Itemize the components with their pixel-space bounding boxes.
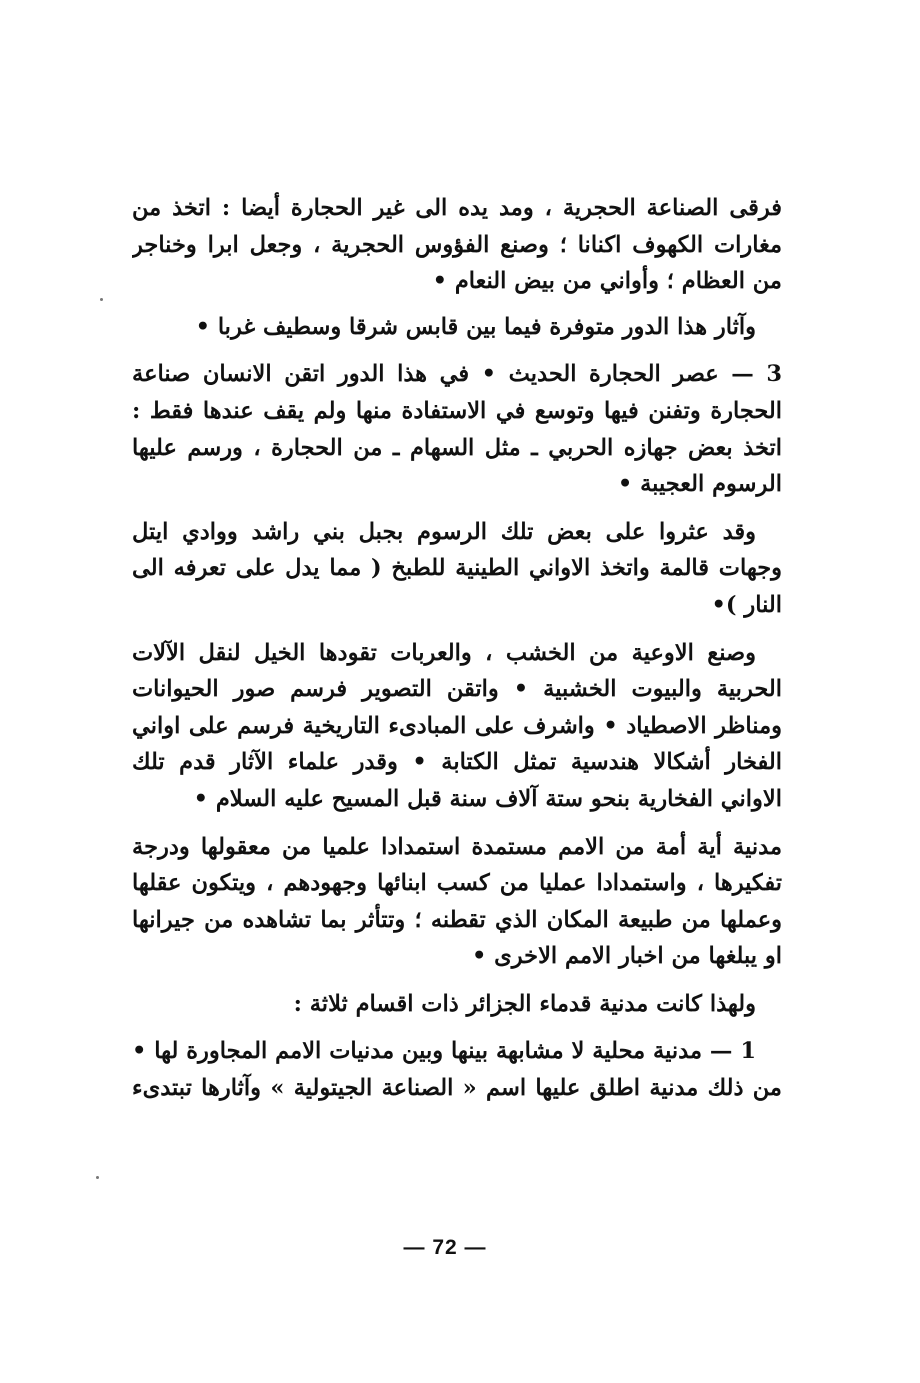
text-line: ومناظر الاصطياد • واشرف على المبادىء التاريخية فرسم على اواني	[132, 712, 782, 739]
text-line: الاواني الفخارية بنحو ستة آلاف سنة قبل المسيح عليه السلام •	[193, 785, 782, 812]
paragraph-7	[132, 986, 782, 1023]
text-line: الحجارة وتفنن فيها وتوسع في الاستفادة منها ولم يقف عندها فقط :	[132, 397, 782, 424]
text-line: وجهات قالمة واتخذ الاواني الطينية للطبخ ( مما يدل على تعرفه الى	[132, 555, 782, 582]
text-line: ولهذا كانت مدنية قدماء الجزائر ذات اقسام ثلاثة :	[293, 990, 756, 1017]
page-number: — 72 —	[403, 1236, 487, 1259]
text-line: وآثار هذا الدور متوفرة فيما بين قابس شرقا وسطيف غربا •	[195, 313, 756, 340]
text-line: 1 — مدنية محلية لا مشابهة بينها وبين مدنيات الامم المجاورة لها •	[132, 1038, 756, 1065]
text-line: الرسوم العجيبة •	[617, 471, 782, 498]
text-line: وقد عثروا على بعض تلك الرسوم بجبل بني راشد ووادي ايتل	[132, 518, 756, 545]
scan-speck	[96, 1176, 99, 1179]
text-line: فرقى الصناعة الحجرية ، ومد يده الى غير الحجارة أيضا : اتخذ من	[132, 195, 782, 221]
text-line: تفكيرها ، واستمدادا عمليا من كسب ابنائها وجهودهم ، ويتكون عقلها	[132, 870, 782, 897]
body-text	[132, 190, 782, 1107]
scan-speck	[100, 298, 103, 301]
text-line: الحربية والبيوت الخشبية • واتقن التصوير فرسم صور الحيوانات	[132, 676, 782, 703]
paragraph-1	[132, 190, 782, 300]
paragraph-4	[132, 514, 782, 624]
text-line: او يبلغها من اخبار الامم الاخرى •	[471, 943, 782, 970]
text-line: من العظام ؛ وأواني من بيض النعام •	[432, 268, 782, 295]
text-line: مغارات الكهوف اكنانا ؛ وصنع الفؤوس الحجرية ، وجعل ابرا وخناجر	[132, 231, 782, 258]
text-line: 3 — عصر الحجارة الحديث • في هذا الدور اتقن الانسان صناعة	[132, 361, 782, 388]
text-line: النار )•	[711, 591, 782, 618]
text-line: اتخذ بعض جهازه الحربي ـ مثل السهام ـ من الحجارة ، ورسم عليها	[132, 434, 782, 461]
text-line: وعملها من طبيعة المكان الذي تقطنه ؛ وتتأثر بما تشاهده من جيرانها	[132, 906, 782, 933]
paragraph-8	[132, 1033, 782, 1106]
paragraph-5	[132, 635, 782, 818]
paragraph-2	[132, 309, 782, 346]
text-line: وصنع الاوعية من الخشب ، والعربات تقودها الخيل لنقل الآلات	[132, 639, 756, 666]
text-line: من ذلك مدنية اطلق عليها اسم « الصناعة الجيتولية » وآثارها تبتدىء	[132, 1075, 782, 1102]
paragraph-3	[132, 356, 782, 502]
text-line: الفخار أشكالا هندسية تمثل الكتابة • وقدر علماء الآثار قدم تلك	[132, 749, 782, 776]
paragraph-6	[132, 829, 782, 975]
text-line: مدنية أية أمة من الامم مستمدة استمدادا علميا من معقولها ودرجة	[132, 833, 782, 860]
